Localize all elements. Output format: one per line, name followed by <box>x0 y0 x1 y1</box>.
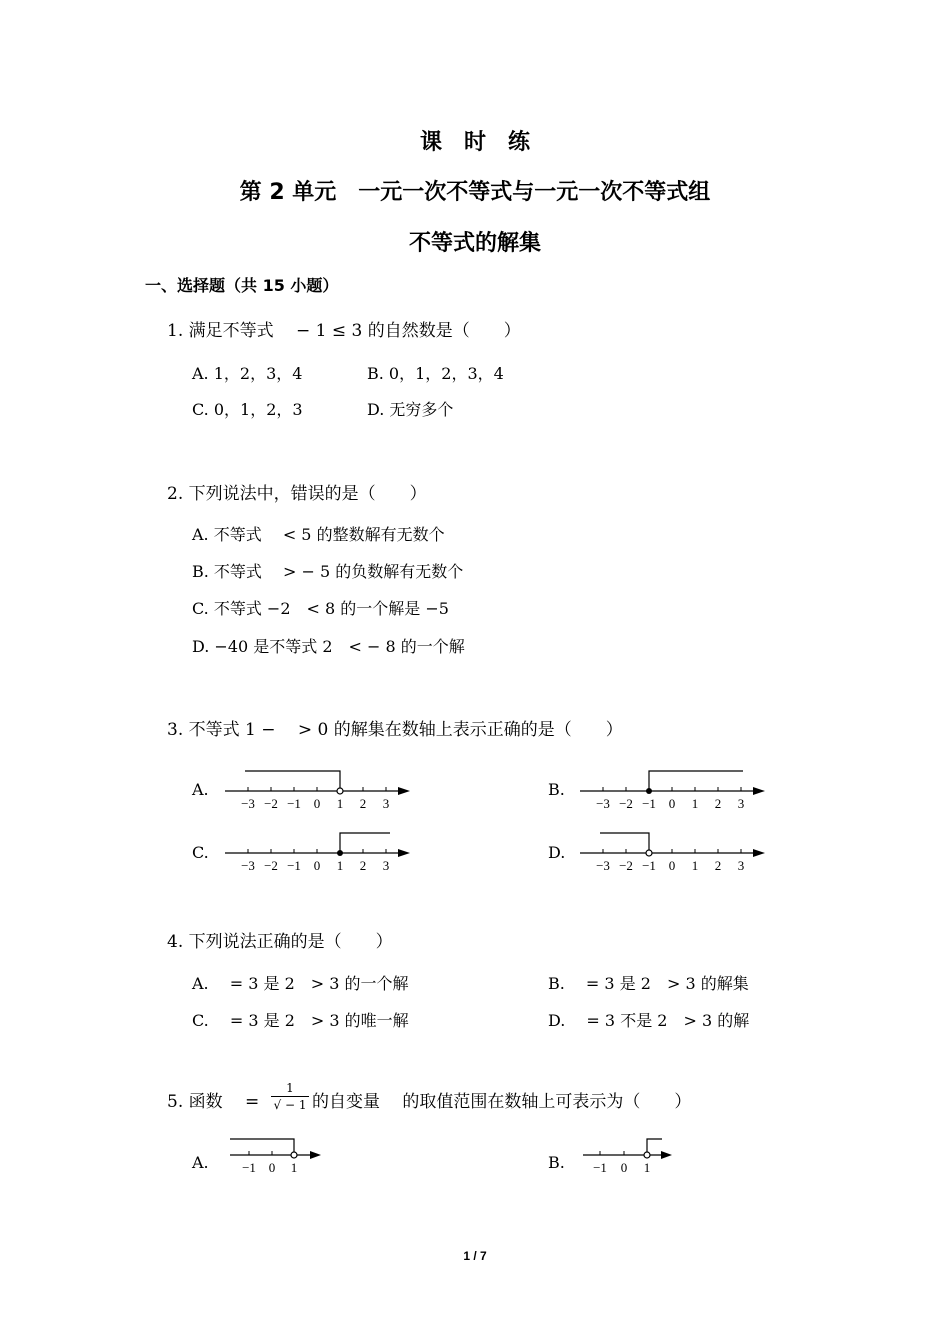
svg-text:0: 0 <box>668 796 676 811</box>
section-heading: 一、选择题（共 15 小题） <box>145 276 339 295</box>
svg-text:−1: −1 <box>642 858 656 873</box>
svg-text:1: 1 <box>691 858 699 873</box>
open-point <box>646 850 652 856</box>
svg-text:2: 2 <box>714 796 722 811</box>
svg-text:3: 3 <box>737 858 745 873</box>
svg-text:0: 0 <box>313 858 321 873</box>
svg-text:−1: −1 <box>593 1160 607 1175</box>
svg-text:−3: −3 <box>241 796 255 811</box>
number-line-q5-b <box>578 1135 688 1180</box>
question-4-option-c: C. = 3 是 2 > 3 的唯一解 <box>192 1011 409 1030</box>
svg-text:−3: −3 <box>596 796 610 811</box>
question-3-option-b-label: B. <box>548 780 565 799</box>
question-4-stem: 4. 下列说法正确的是（ ） <box>167 932 393 952</box>
fraction-numerator: 1 <box>286 1081 294 1095</box>
fraction <box>271 1081 309 1112</box>
page-number: 1 / 7 <box>463 1249 487 1263</box>
open-point <box>291 1152 297 1158</box>
question-3-option-c-label: C. <box>192 843 209 862</box>
question-2-option-a: A. 不等式 < 5 的整数解有无数个 <box>192 525 445 544</box>
open-point <box>337 788 343 794</box>
svg-text:−1: −1 <box>287 858 301 873</box>
question-4-option-b: B. = 3 是 2 > 3 的解集 <box>548 974 749 993</box>
question-1-option-c: C. 0，1，2，3 <box>192 400 303 419</box>
number-line-c <box>220 827 420 877</box>
svg-text:0: 0 <box>313 796 321 811</box>
svg-text:1: 1 <box>691 796 699 811</box>
question-5-option-b-label: B. <box>548 1153 565 1172</box>
topic-title: 不等式的解集 <box>408 231 541 256</box>
svg-text:−3: −3 <box>596 858 610 873</box>
question-1-option-b: B. 0，1，2，3，4 <box>367 364 504 383</box>
question-2-option-c: C. 不等式 −2 < 8 的一个解是 −5 <box>192 599 449 618</box>
svg-text:2: 2 <box>359 796 367 811</box>
question-1-stem: 1. 满足不等式 − 1 ≤ 3 的自然数是（ ） <box>167 321 521 341</box>
svg-text:1: 1 <box>336 858 344 873</box>
question-1-option-a: A. 1，2，3，4 <box>192 364 303 383</box>
question-4-option-d: D. = 3 不是 2 > 3 的解 <box>548 1011 750 1030</box>
question-5-stem-start: 5. 函数 = <box>167 1092 260 1112</box>
svg-text:−2: −2 <box>264 796 278 811</box>
svg-text:3: 3 <box>737 796 745 811</box>
closed-point <box>337 850 343 856</box>
question-5-stem-end: 的自变量 的取值范围在数轴上可表示为（ ） <box>312 1092 692 1112</box>
question-5-option-a-label: A. <box>192 1153 209 1172</box>
question-3-stem: 3. 不等式 1 − > 0 的解集在数轴上表示正确的是（ ） <box>167 720 623 740</box>
svg-text:1: 1 <box>336 796 344 811</box>
svg-text:−1: −1 <box>287 796 301 811</box>
svg-text:3: 3 <box>382 796 390 811</box>
svg-text:−3: −3 <box>241 858 255 873</box>
question-1-option-d: D. 无穷多个 <box>367 400 454 419</box>
tick-labels <box>241 796 389 811</box>
svg-text:−1: −1 <box>242 1160 256 1175</box>
question-3-option-a-label: A. <box>192 780 209 799</box>
question-2-stem: 2. 下列说法中，错误的是（ ） <box>167 484 427 504</box>
number-line-q5-a <box>225 1135 335 1180</box>
svg-text:1: 1 <box>290 1160 298 1175</box>
open-point <box>644 1152 650 1158</box>
question-3-option-d-label: D. <box>548 843 566 862</box>
number-line-b <box>575 765 775 815</box>
question-2-option-b: B. 不等式 > − 5 的负数解有无数个 <box>192 562 464 581</box>
question-4-option-a: A. = 3 是 2 > 3 的一个解 <box>192 974 409 993</box>
number-line-d <box>575 827 775 877</box>
svg-text:3: 3 <box>382 858 390 873</box>
svg-text:−2: −2 <box>619 796 633 811</box>
closed-point <box>646 788 652 794</box>
svg-text:2: 2 <box>714 858 722 873</box>
unit-title: 第 2 单元 一元一次不等式与一元一次不等式组 <box>239 180 711 205</box>
svg-text:−2: −2 <box>264 858 278 873</box>
number-line-a <box>220 765 420 815</box>
svg-text:0: 0 <box>620 1160 628 1175</box>
svg-text:2: 2 <box>359 858 367 873</box>
svg-text:0: 0 <box>668 858 676 873</box>
svg-text:−2: −2 <box>619 858 633 873</box>
page-title: 课 时 练 <box>419 130 530 155</box>
svg-text:0: 0 <box>268 1160 276 1175</box>
fraction-denominator: √ − 1 <box>273 1098 307 1112</box>
question-2-option-d: D. −40 是不等式 2 < − 8 的一个解 <box>192 637 465 656</box>
svg-text:1: 1 <box>643 1160 651 1175</box>
svg-text:−1: −1 <box>642 796 656 811</box>
